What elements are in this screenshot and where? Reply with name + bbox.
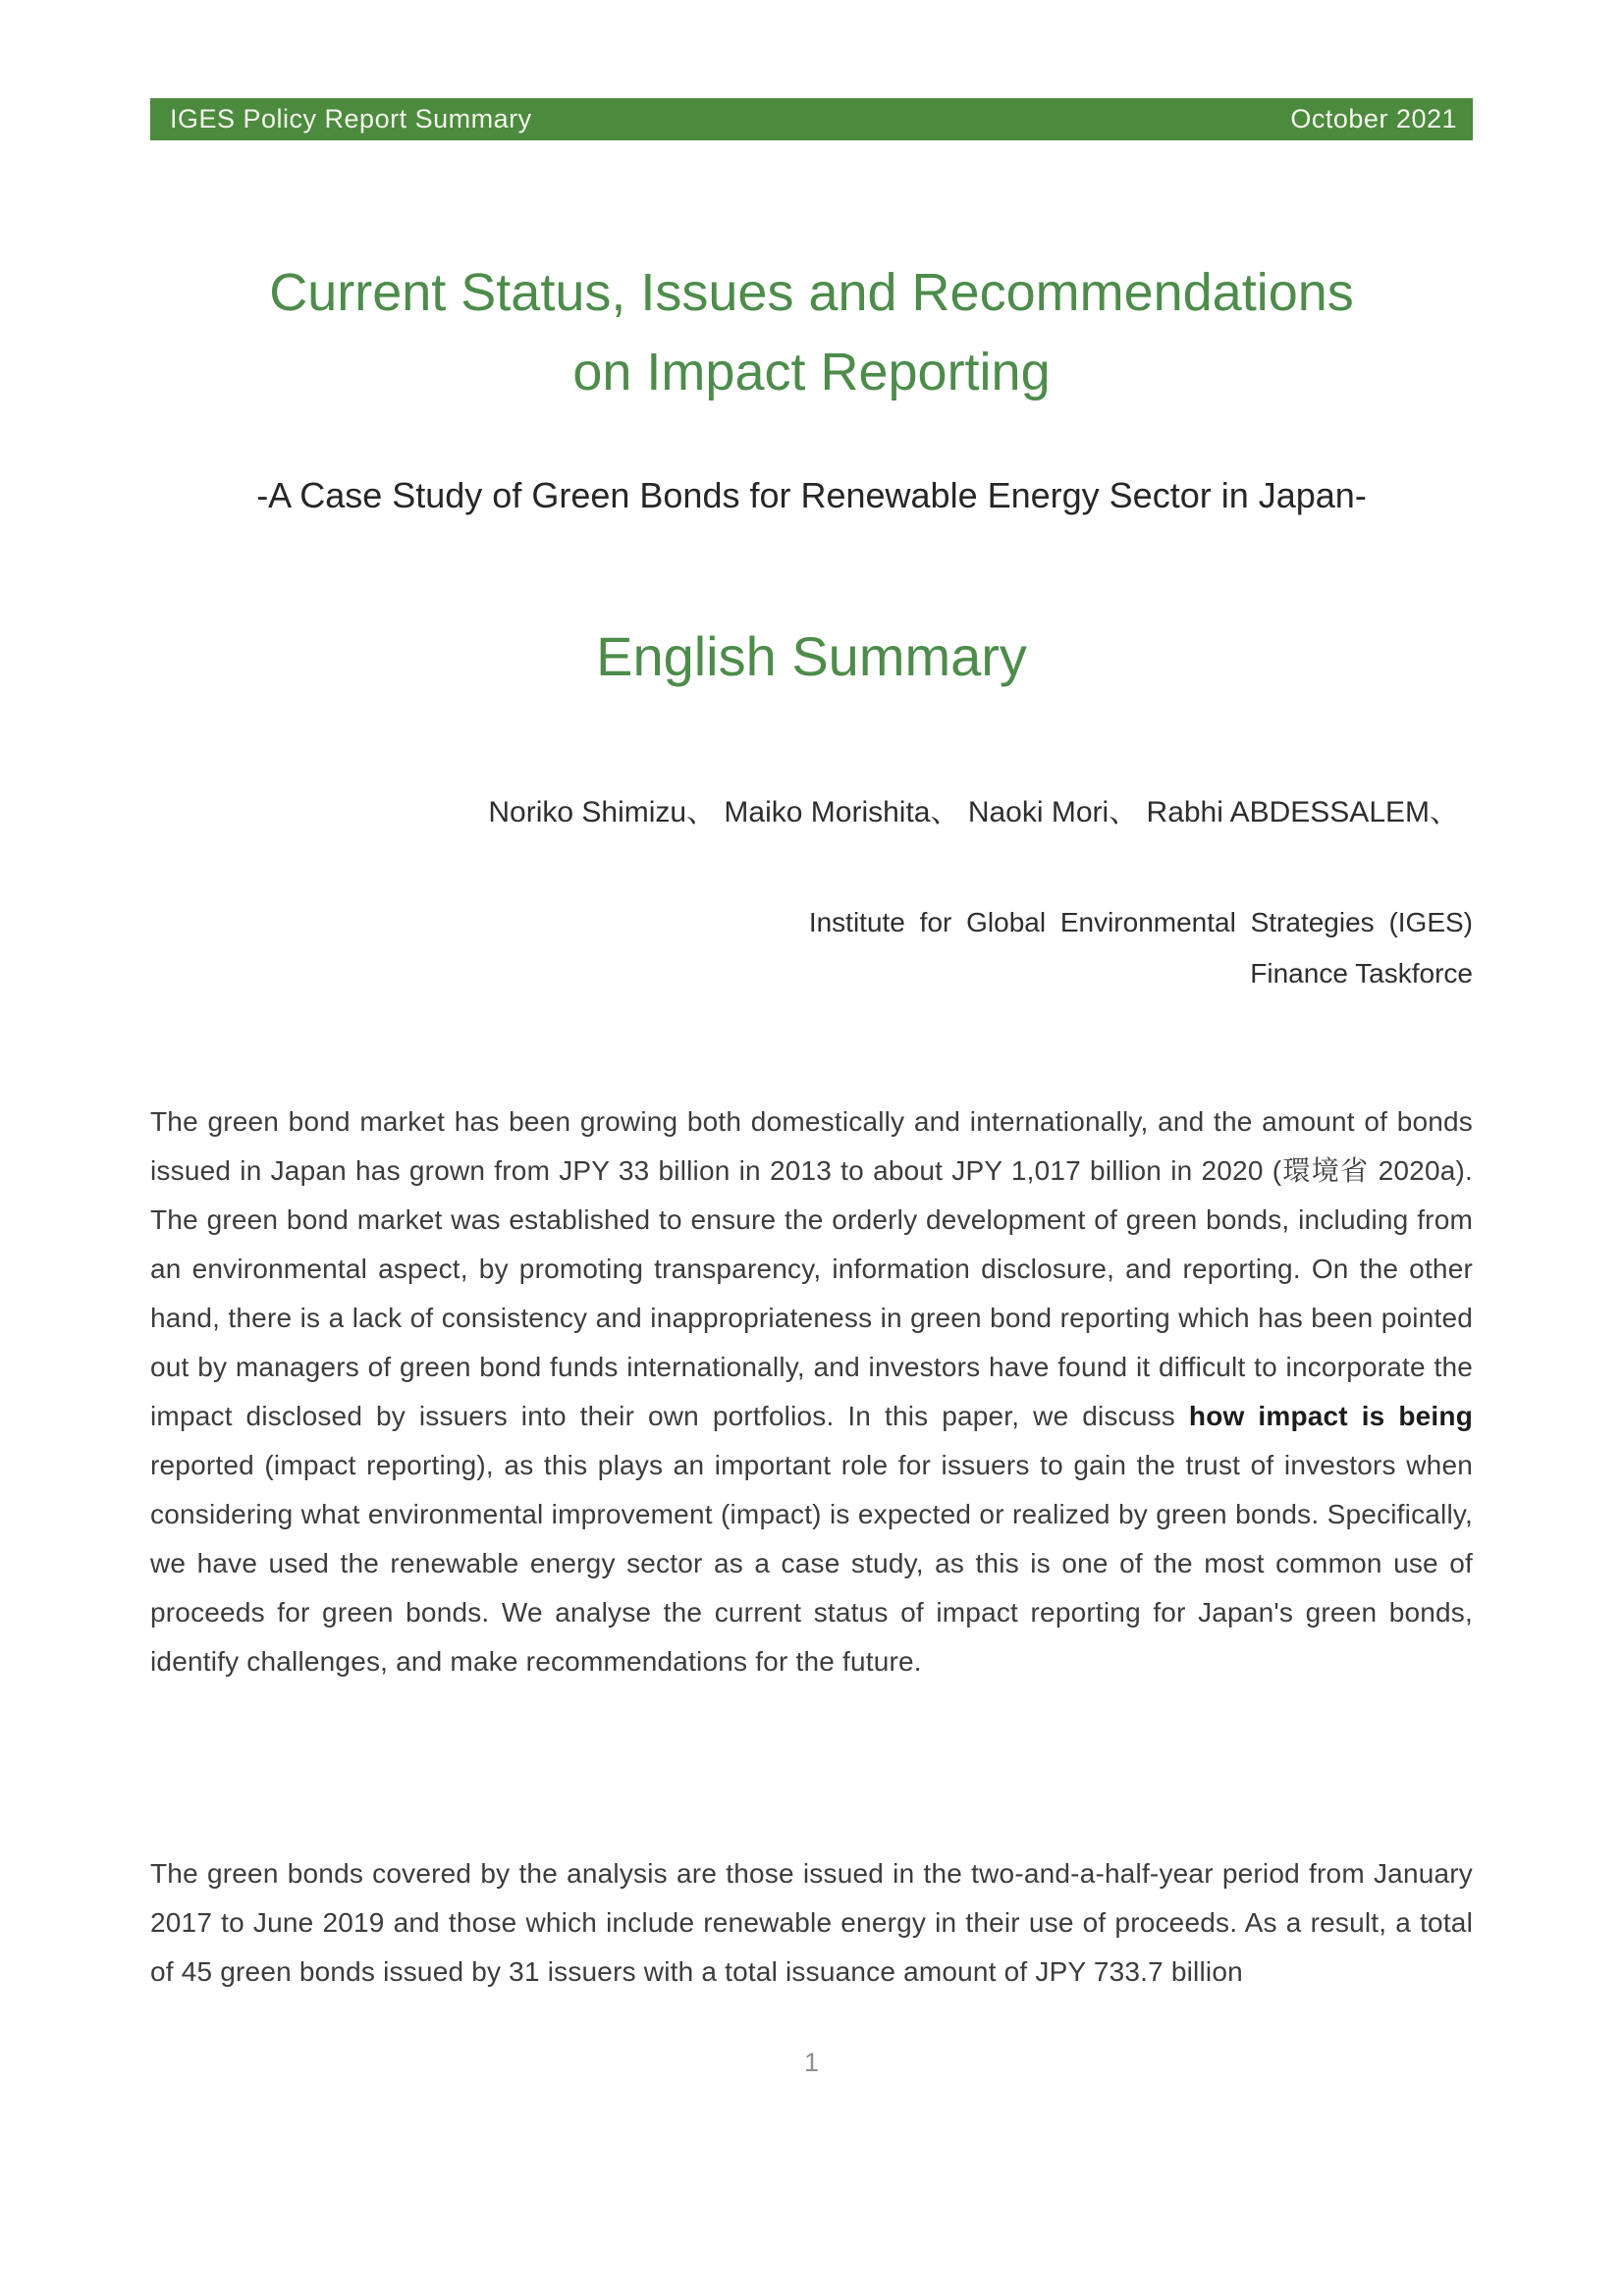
paragraph1-bold-phrase: how impact is being	[1188, 1401, 1473, 1431]
header-date-label: October 2021	[1290, 104, 1457, 133]
document-title-line2: on Impact Reporting	[572, 343, 1051, 401]
document-subtitle: -A Case Study of Green Bonds for Renewable Energy Sector in Japan-	[256, 475, 1367, 515]
authors-line: Noriko Shimizu、 Maiko Morishita、 Naoki Mori、 Rabhi ABDESSALEM、	[488, 796, 1459, 828]
summary-paragraph-1	[150, 1097, 1473, 1686]
document-title	[150, 253, 1473, 412]
english-summary-heading: English Summary	[596, 625, 1027, 687]
page-number: 1	[803, 2048, 820, 2077]
paragraph1-text-post: reported (impact reporting), as this plays an important role for issuers to gain the trust of investors when considering what environmental improvement (impact) is expected or realized by green bonds. Specifically, we have used the renewable energy sector as a case study, as this is one of the most common use of proceeds for green bonds. We analyse the current status of impact reporting for Japan's green bonds, identify challenges, and make recommendations for the future.	[150, 1450, 1473, 1677]
affiliation-block	[150, 897, 1473, 999]
paragraph1-text-pre: The green bond market has been growing both domestically and internationally, and the amount of bonds issued in Japan has grown from JPY 33 billion in 2013 to about JPY 1,017 billion in 2020 (環境省 2020a). The green bond market was established to ensure the orderly development of green bonds, including from an environmental aspect, by promoting transparency, information disclosure, and reporting. On the other hand, there is a lack of consistency and inappropriateness in green bond reporting which has been pointed out by managers of green bond funds internationally, and investors have found it difficult to incorporate the impact disclosed by issuers into their own portfolios. In this paper, we discuss	[150, 1106, 1473, 1431]
affiliation-organization: Institute for Global Environmental Strategies (IGES)	[808, 907, 1473, 937]
document-title-line1: Current Status, Issues and Recommendations	[269, 263, 1354, 322]
header-bar	[150, 98, 1473, 140]
affiliation-department: Finance Taskforce	[1250, 958, 1473, 988]
summary-paragraph-2: The green bonds covered by the analysis are those issued in the two-and-a-half-year period from January 2017 to June 2019 and those which include renewable energy in their use of proceeds. As a result, a total of 45 green bonds issued by 31 issuers with a total issuance amount of JPY 733.7 billion	[150, 1858, 1473, 1987]
header-publication-label: IGES Policy Report Summary	[170, 104, 532, 133]
